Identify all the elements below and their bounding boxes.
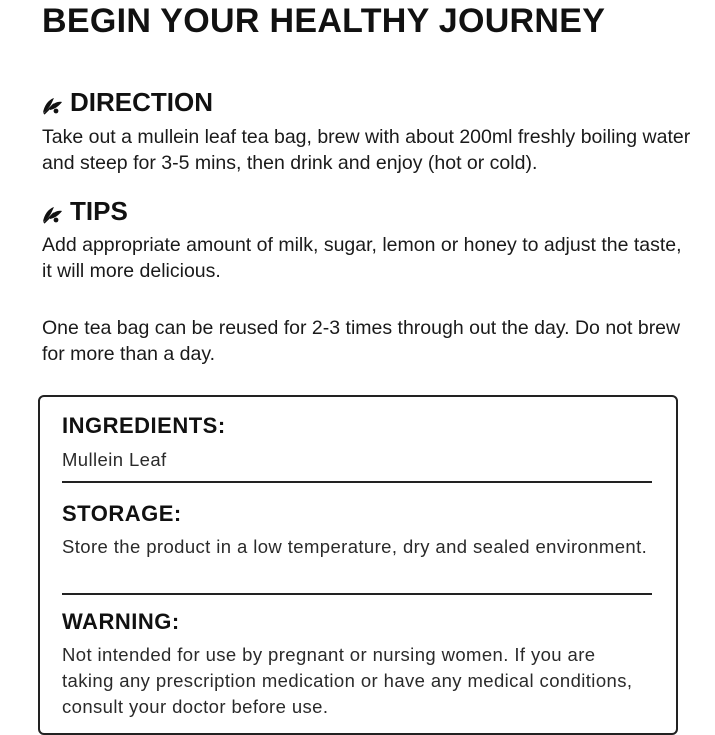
direction-heading [40,87,213,118]
tips-heading-text: TIPS [70,196,128,226]
mullein-leaf-icon [40,92,64,114]
mullein-leaf-icon [40,201,64,223]
divider [62,481,652,483]
tips-text-2: One tea bag can be reused for 2-3 times through out the day. Do not brew for more than a day. [42,317,681,365]
tips-text-1: Add appropriate amount of milk, sugar, lemon or honey to adjust the taste, it will more delicious. [42,234,682,282]
direction-text: Take out a mullein leaf tea bag, brew with about 200ml freshly boiling water and steep for 3-5 mins, then drink and enjoy (hot or cold). [42,126,691,174]
warning-label: WARNING: [62,609,180,634]
storage-label: STORAGE: [62,501,182,526]
warning-text: Not intended for use by pregnant or nursing women. If you are taking any prescription medication or have any medical conditions, consult your doctor before use. [62,644,633,717]
tips-heading [40,196,128,227]
storage-text: Store the product in a low temperature, dry and sealed environment. [62,536,648,557]
ingredients-text: Mullein Leaf [62,449,167,470]
ingredients-label: INGREDIENTS: [62,413,226,438]
info-box [38,395,678,735]
divider [62,593,652,595]
direction-heading-text: DIRECTION [70,87,213,117]
page-title: BEGIN YOUR HEALTHY JOURNEY [42,2,606,40]
